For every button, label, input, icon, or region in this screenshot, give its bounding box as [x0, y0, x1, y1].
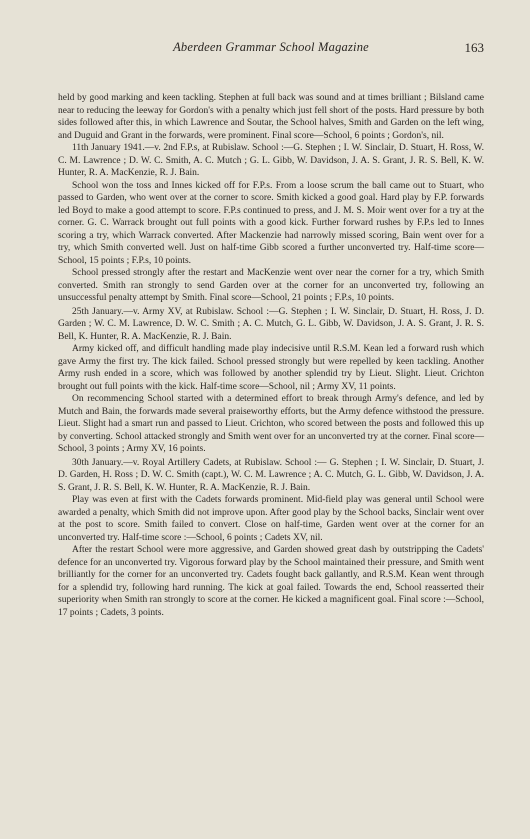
paragraph: 25th January.—v. Army XV, at Rubislaw. School :—G. Stephen ; I. W. Sinclair, D. Stuart, H. Ross, J. D. Garden ; W. C. M. Lawrence, D. W. C. Smith ; A. C. Mutch, G. L. Gibb, W. Davidson, J. A. S. Grant, J. R. S. Bell, K. Hunter, R. A. MacKenzie, R. J. Bain.	[58, 306, 484, 342]
paragraph: After the restart School were more aggressive, and Garden showed great dash by outstripping the Cadets' defence for an unconverted try. Vigorous forward play by the School maintained their pressure, and Smith went brilliantly for the corner for an unconverted try. Cadets fought back gallantly, and R.S.M. Kean went through for a splendid try, following hard running. The kick at goal failed. Towards the end, School reasserted their superiority when Smith ran strongly to score at the corner. He kicked a magnificent goal. Final score :—School, 17 points ; Cadets, 3 points.	[58, 545, 484, 618]
paragraph: School won the toss and Innes kicked off for F.P.s. From a loose scrum the ball came out to Stuart, who passed to Garden, who went over at the corner to score. Smith kicked a good goal. Hard play by F.P. forwards led Boyd to make a good attempt to score. F.P.s continued to press, and J. M. S. Moir went over for a try at the corner. G. C. Warrack brought out full points with a good kick. Further forward rushes by F.P.s led to Innes scoring a try, which Warrack converted. After Mackenzie had narrowly missed scoring, Bain went over for a try, which Smith converted well. Just on half-time Gibb scored a further unconverted try. Half-time score—School, 15 points ; F.P.s, 10 points.	[58, 180, 484, 266]
paragraph: On recommencing School started with a determined effort to break through Army's defence, and led by Mutch and Bain, the forwards made several praiseworthy efforts, but the Army defence withstood the pressure. Lieut. Slight had a smart run and passed to Lieut. Crichton, who scored between the posts and followed this up by converting. School attacked strongly and Smith went over for an unconverted try at the corner. Final score—School, 3 points ; Army XV, 16 points.	[58, 394, 484, 454]
article-body	[58, 92, 484, 619]
paragraph: Army kicked off, and difficult handling made play indecisive until R.S.M. Kean led a forward rush which gave Army the first try. The kick failed. School pressed strongly but were repelled by keen tackling. Another Army rush ended in a score, which was followed by another splendid try by Lieut. Slight. Lieut. Crichton brought out full points with the kick. Half-time score—School, nil ; Army XV, 11 points.	[58, 344, 484, 392]
page-number: 163	[464, 40, 484, 55]
paragraph: Play was even at first with the Cadets forwards prominent. Mid-field play was general until School were awarded a penalty, which Smith did not improve upon. After good play by the School backs, Sinclair went over at the post to score. Smith failed to convert. Close on half-time, Garden went over at the corner for an unconverted try. Half-time score :—School, 6 points ; Cadets XV, nil.	[58, 495, 484, 543]
paragraph: School pressed strongly after the restart and MacKenzie went over near the corner for a try, which Smith converted. Smith ran strongly to send Garden over at the corner for an unconverted try, following an unsuccessful penalty attempt by Smith. Final score—School, 21 points ; F.P.s, 10 points.	[58, 268, 484, 303]
page-header	[58, 18, 484, 55]
running-title: Aberdeen Grammar School Magazine	[173, 40, 369, 54]
paragraph: 30th January.—v. Royal Artillery Cadets, at Rubislaw. School :— G. Stephen ; I. W. Sinclair, D. Stuart, J. D. Garden, H. Ross ; D. W. C. Smith (capt.), W. C. M. Lawrence ; A. C. Mutch, G. L. Gibb, W. Davidson, J. A. S. Grant, J. R. S. Bell, K. W. Hunter, R. A. MacKenzie, R. J. Bain.	[58, 457, 484, 493]
paragraph: held by good marking and keen tackling. Stephen at full back was sound and at times brilliant ; Bilsland came near to reducing the leeway for Gordon's with a penalty which just fell short of the posts. Hard pressure by both sides followed after this, in which Lawrence and Soutar, the School halves, Smith and Garden on the left wing, and Duguid and Grant in the forwards, were prominent. Final score—School, 6 points ; Gordon's, nil.	[58, 93, 484, 141]
paragraph: 11th January 1941.—v. 2nd F.P.s, at Rubislaw. School :—G. Stephen ; I. W. Sinclair, D. Stuart, H. Ross, W. C. M. Lawrence ; D. W. C. Smith, A. C. Mutch ; G. L. Gibb, W. Davidson, J. A. S. Grant, J. R. S. Bell, K. W. Hunter, R. A. MacKenzie, R. J. Bain.	[58, 143, 484, 178]
